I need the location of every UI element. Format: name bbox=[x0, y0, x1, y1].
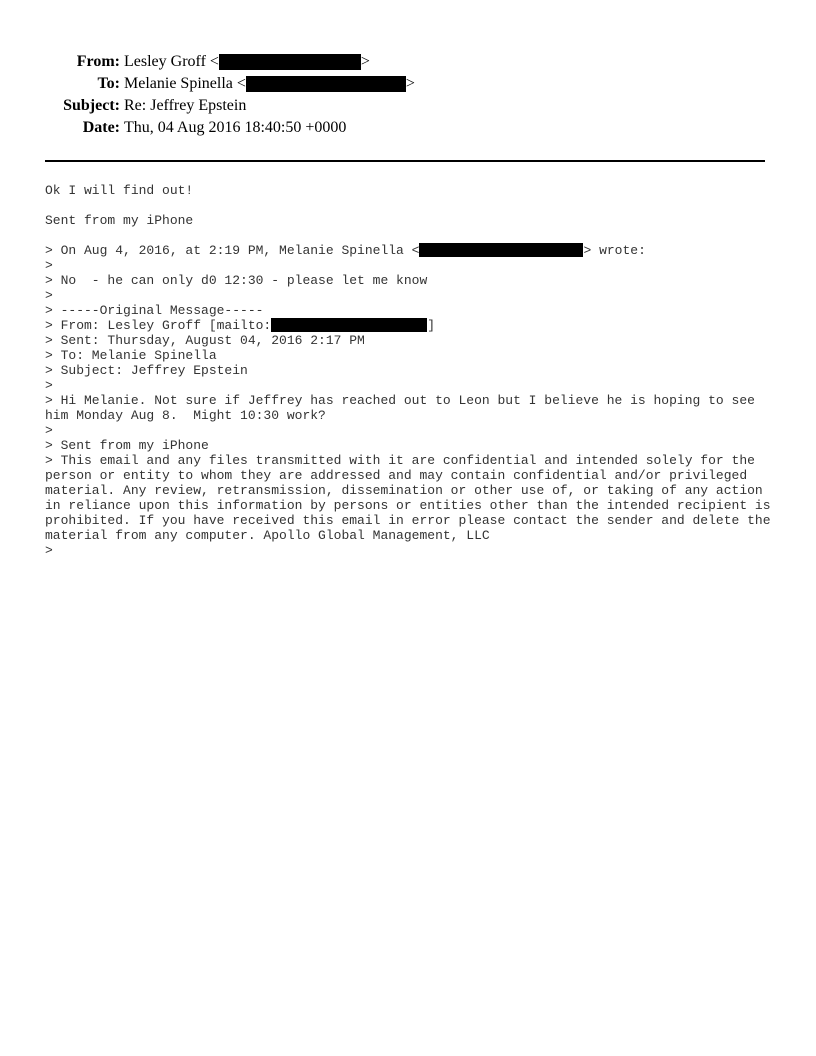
reply-signature: Sent from my iPhone bbox=[45, 213, 194, 228]
quoted-to-line: > To: Melanie Spinella bbox=[45, 348, 217, 363]
quoted-line: > bbox=[45, 378, 53, 393]
to-close-bracket: > bbox=[405, 75, 415, 92]
to-recipient-name: Melanie Spinella < bbox=[124, 75, 246, 92]
disclaimer-line: person or entity to whom they are addressed and may contain confidential and/or privileged bbox=[45, 468, 748, 483]
disclaimer-line: prohibited. If you have received this email in error please contact the sender and delete the bbox=[45, 513, 771, 528]
blank-line bbox=[45, 228, 771, 243]
quoted-sent-line: > Sent: Thursday, August 04, 2016 2:17 PM bbox=[45, 333, 365, 348]
quote-attribution-end: > wrote: bbox=[583, 243, 646, 258]
quoted-line: > bbox=[45, 258, 53, 273]
subject-label: Subject: bbox=[63, 97, 120, 114]
mailto-redacted-address bbox=[271, 318, 427, 332]
date-row bbox=[0, 117, 415, 139]
header-divider bbox=[45, 160, 765, 162]
quoted-original-message-marker: > -----Original Message----- bbox=[45, 303, 264, 318]
quoted-subject-line: > Subject: Jeffrey Epstein bbox=[45, 363, 248, 378]
blank-line bbox=[45, 198, 771, 213]
quoted-from-line bbox=[45, 318, 771, 333]
quoted-line: > Sent from my iPhone bbox=[45, 438, 209, 453]
date-label: Date: bbox=[82, 119, 120, 136]
from-label: From: bbox=[76, 53, 120, 70]
date-value: Thu, 04 Aug 2016 18:40:50 +0000 bbox=[124, 119, 347, 136]
to-value bbox=[124, 75, 415, 92]
from-redacted-address bbox=[219, 54, 361, 70]
from-value bbox=[124, 53, 370, 70]
from-row bbox=[0, 51, 415, 73]
quote-attribution-text: > On Aug 4, 2016, at 2:19 PM, Melanie Spinella < bbox=[45, 243, 420, 258]
quoted-line: > Hi Melanie. Not sure if Jeffrey has reached out to Leon but I believe he is hoping to see bbox=[45, 393, 755, 408]
disclaimer-line: in reliance upon this information by persons or entities other than the intended recipient is bbox=[45, 498, 771, 513]
quoted-line: > bbox=[45, 543, 53, 558]
to-redacted-address bbox=[246, 76, 406, 92]
quoted-line: him Monday Aug 8. Might 10:30 work? bbox=[45, 408, 326, 423]
to-label: To: bbox=[97, 75, 120, 92]
attribution-redacted-address bbox=[419, 243, 583, 257]
from-close-bracket: > bbox=[360, 53, 370, 70]
subject-value: Re: Jeffrey Epstein bbox=[124, 97, 247, 114]
quoted-line: > bbox=[45, 288, 53, 303]
disclaimer-line: > This email and any files transmitted with it are confidential and intended solely for the bbox=[45, 453, 755, 468]
quoted-line: > bbox=[45, 423, 53, 438]
quoted-line: > No - he can only d0 12:30 - please let me know bbox=[45, 273, 428, 288]
quoted-from-close: ] bbox=[427, 318, 436, 333]
disclaimer-line: material. Any review, retransmission, dissemination or other use of, or taking of any action bbox=[45, 483, 763, 498]
email-header bbox=[0, 51, 415, 139]
quoted-from-text: > From: Lesley Groff [mailto: bbox=[45, 318, 272, 333]
reply-message: Ok I will find out! bbox=[45, 183, 194, 198]
quote-attribution bbox=[45, 243, 771, 258]
subject-row bbox=[0, 95, 415, 117]
to-row bbox=[0, 73, 415, 95]
email-body bbox=[45, 183, 771, 558]
from-sender-name: Lesley Groff < bbox=[124, 53, 219, 70]
disclaimer-line: material from any computer. Apollo Global Management, LLC bbox=[45, 528, 490, 543]
